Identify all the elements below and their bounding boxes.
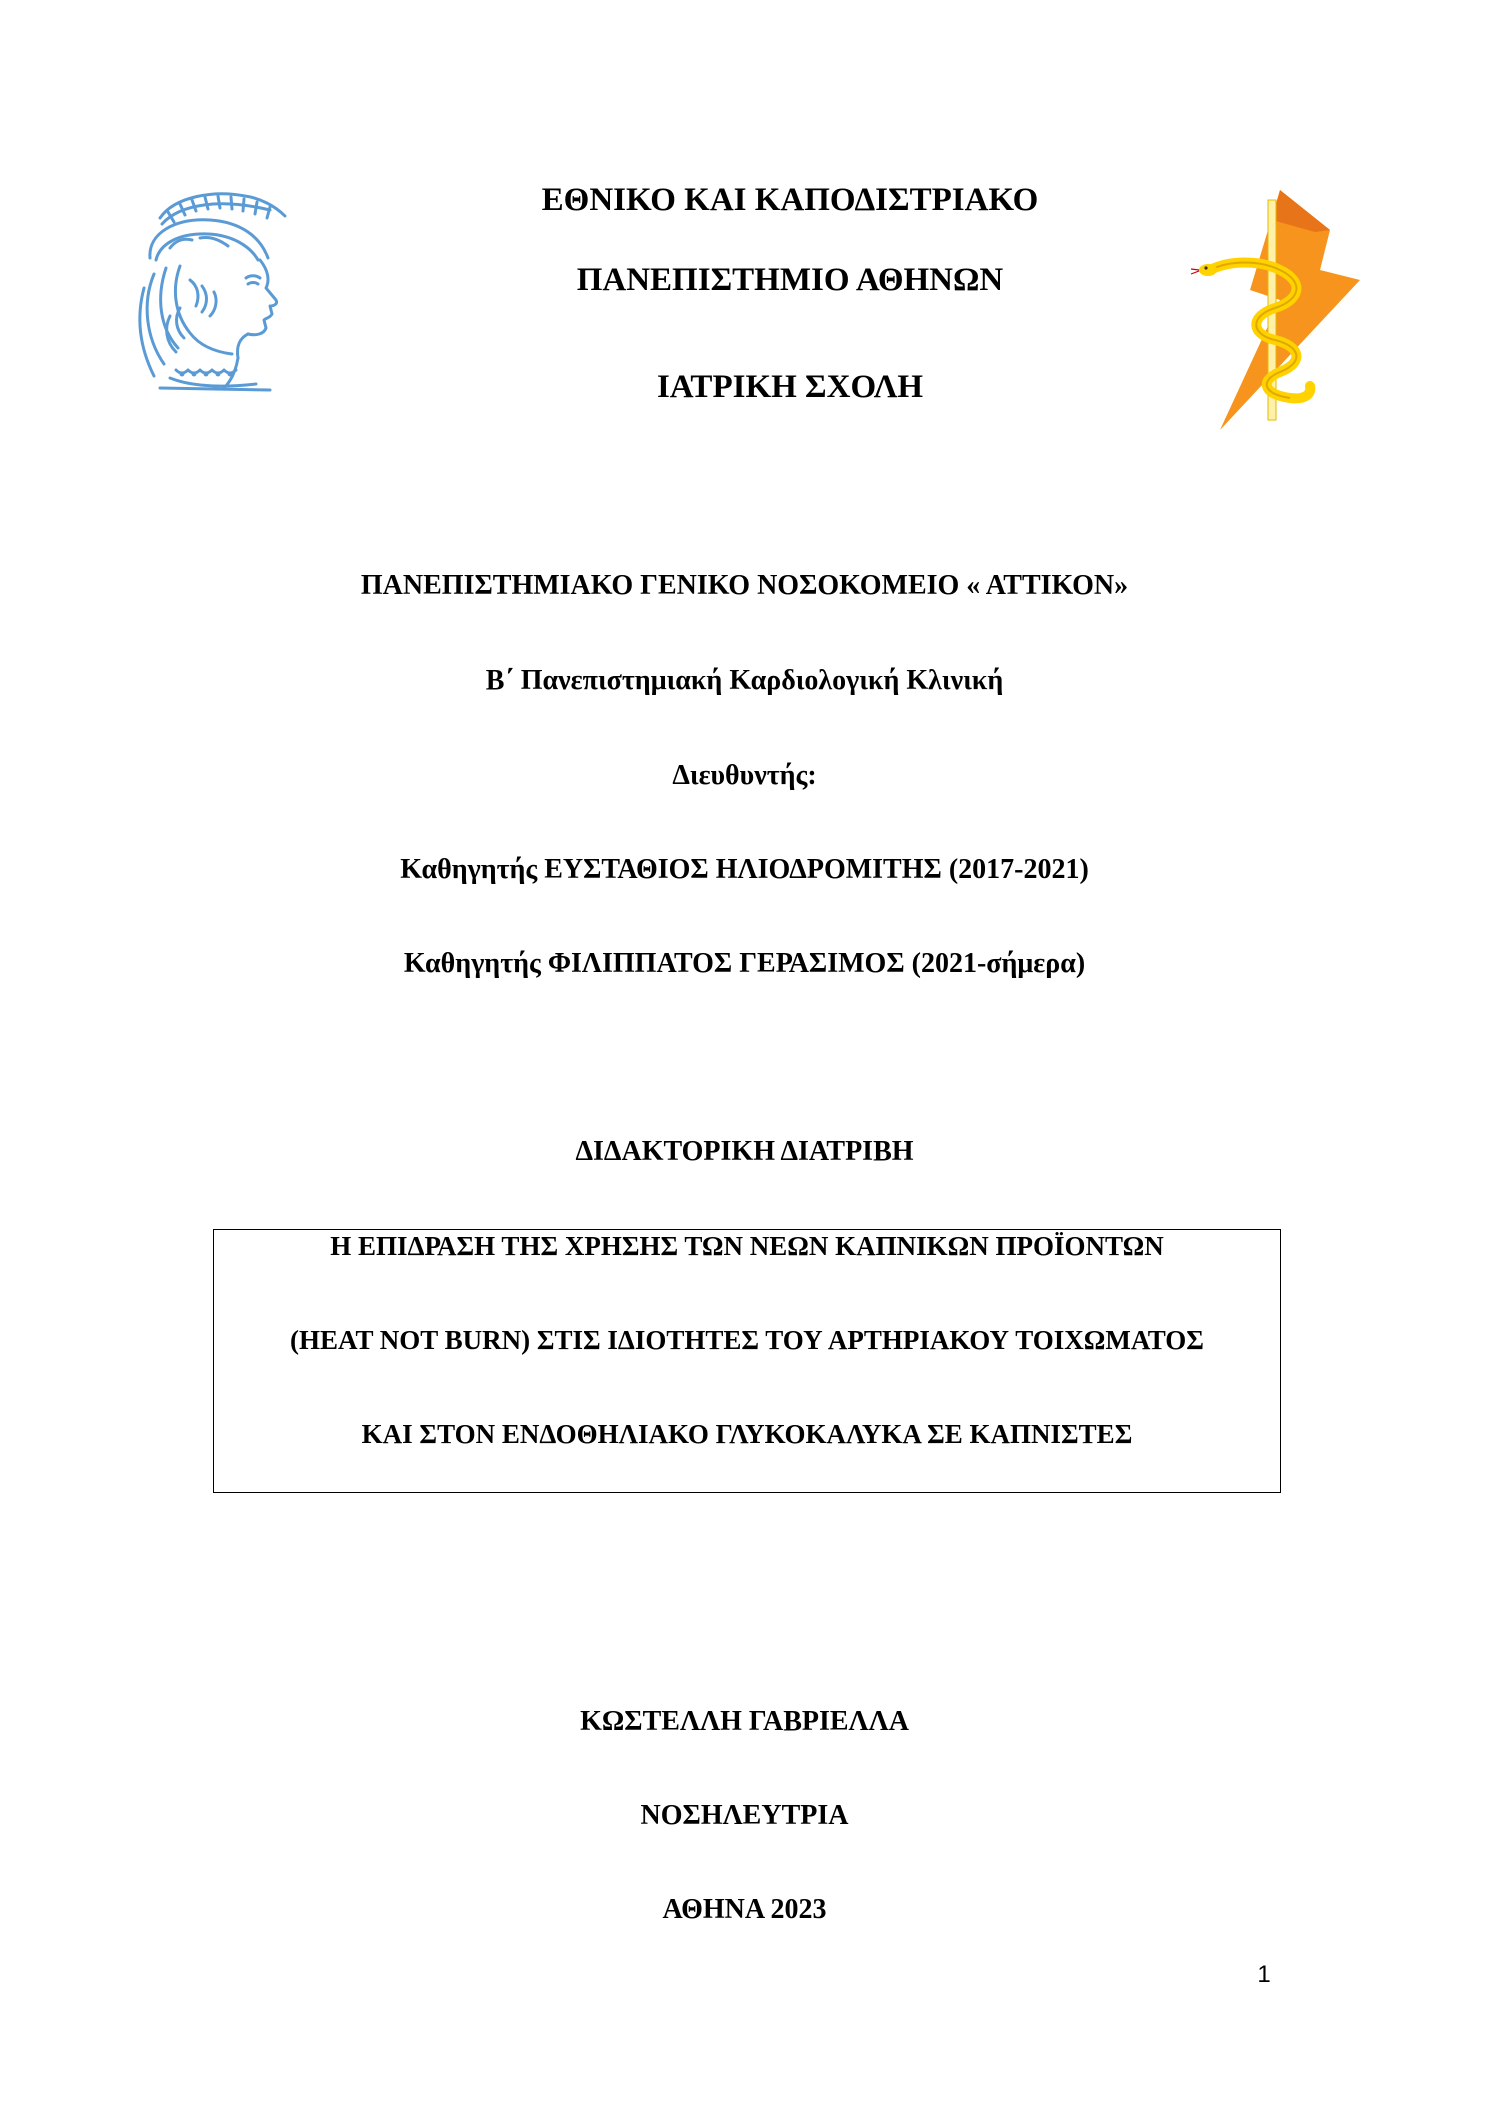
university-name-line1: ΕΘΝΙΚΟ ΚΑΙ ΚΑΠΟΔΙΣΤΡΙΑΚΟ [541,182,1039,218]
thesis-type: ΔΙΔΑΚΤΟΡΙΚΗ ΔΙΑΤΡΙΒΗ [575,1136,914,1167]
thesis-title-line1: Η ΕΠΙΔΡΑΣΗ ΤΗΣ ΧΡΗΣΗΣ ΤΩΝ ΝΕΩΝ ΚΑΠΝΙΚΩΝ ΠΡΟΪΟΝΤΩΝ [330,1231,1164,1261]
author-profession: ΝΟΣΗΛΕΥΤΡΙΑ [640,1800,849,1831]
director-label: Διευθυντής: [672,760,817,791]
lightning-caduceus-logo [1180,190,1370,430]
author-name: ΚΩΣΤΕΛΛΗ ΓΑΒΡΙΕΛΛΑ [580,1706,909,1737]
athena-head-logo [120,188,290,396]
page-number: 1 [1257,1961,1271,1988]
thesis-title-line3: ΚΑΙ ΣΤΟΝ ΕΝΔΟΘΗΛΙΑΚΟ ΓΛΥΚΟΚΑΛΥΚΑ ΣΕ ΚΑΠΝΙΣΤΕΣ [361,1419,1133,1449]
thesis-title-box [213,1229,1281,1493]
school-name: ΙΑΤΡΙΚΗ ΣΧΟΛΗ [656,369,924,405]
thesis-title-line2: (HEAT NOT BURN) ΣΤΙΣ ΙΔΙΟΤΗΤΕΣ ΤΟΥ ΑΡΤΗΡΙΑΚΟΥ ΤΟΙΧΩΜΑΤΟΣ [290,1325,1204,1355]
director-2: Καθηγητής ΦΙΛΙΠΠΑΤΟΣ ΓΕΡΑΣΙΜΟΣ (2021-σήμερα) [403,948,1086,979]
hospital-name: ΠΑΝΕΠΙΣΤΗΜΙΑΚΟ ΓΕΝΙΚΟ ΝΟΣΟΚΟΜΕΙΟ « ΑΤΤΙΚΟΝ» [360,570,1129,601]
director-1: Καθηγητής ΕΥΣΤΑΘΙΟΣ ΗΛΙΟΔΡΟΜΙΤΗΣ (2017-2021) [400,854,1089,885]
clinic-name: Β΄ Πανεπιστημιακή Καρδιολογική Κλινική [485,665,1004,696]
university-name-line2: ΠΑΝΕΠΙΣΤΗΜΙΟ ΑΘΗΝΩΝ [576,262,1004,298]
place-year: ΑΘΗΝΑ 2023 [662,1894,827,1925]
